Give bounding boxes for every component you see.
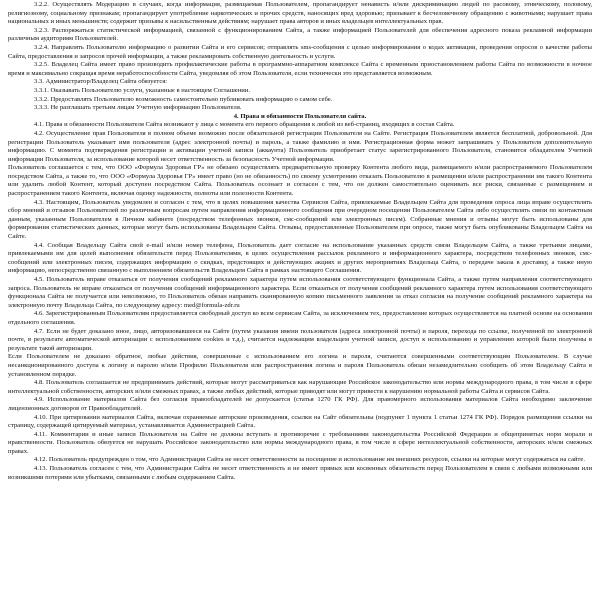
paragraph-4-4: 4.4. Сообщая Владельцу Сайта свой e-mail и/или номер телефона, Пользователь дает согласие на использование указанных средств связи Владельцем Сайта, а также третьими лицами, привлекаемыми им для целей выполнения обязательств перед Пользователями, в целях осуществления рассылок рекламного и информационного характера, посредством телефонных звонков, смс-сообщений или электронных писем, содержащих информацию о скидках, предстоящих и действующих акциях и других мероприятиях Владельца Сайта, о передаче заказа в доставку, а также иную информацию, непосредственно связанную с выполнением обязательств Владельцем Сайта в рамках настоящего Соглашения. <box>8 241 592 275</box>
paragraph-3-2-2: 3.2.2. Осуществлять Модерацию в случаях, когда информация, размещаемая Пользователем, пропагандирует ненависть и/или дискриминацию людей по расовому, этническому, половому, религиозному, социальному признакам; пропагандирует употребление наркотических и прочих средств, наносящих вред здоровью; призывает к бесчеловечному обращению с животными; нарушает права национальных и иных меньшинств; содержит призывы к насильственным действиям; нарушает права авторов и иных владельцев интеллектуальных прав. <box>8 1 592 26</box>
paragraph-4-6: 4.6. Зарегистрированным Пользователям предоставляется свободный доступ ко всем сервисам Сайта, за исключением тех, предоставление которых осуществляется на платной основе на основании отдельного соглашения. <box>8 310 592 326</box>
paragraph-3-3-3: 3.3.3. Не разглашать третьим лицам Учетную информацию Пользователя. <box>34 104 242 112</box>
paragraph-4-5: 4.5. Пользователь вправе отказаться от получения сообщений рекламного характера путем использования соответствующего функционала Сайта, а также путем направления соответствующего запроса. Пользователь не вправе отказаться от получения сообщений информационного характера. Если отказаться от получения сообщений рекламного характера путем использования соответствующего функционала Сайта не получается или невозможно, то Пользователь обязан направить сканированную копию письменного заявления за отказ согласия на получение сообщений рекламного характера на электронную почту Владельца Сайта, по следующему адресу: med@formula-zdr.ru <box>8 276 592 309</box>
paragraph-4-13: 4.13. Пользователь согласен с тем, что Администрация Сайта не несет ответственность и не имеет прямых или косвенных обязательств перед Пользователем в связи с любыми возможными или возникшими потерями или убытками, связанными с любым содержанием Сайта. <box>8 465 592 481</box>
paragraph-login-responsibility: Если Пользователем не доказано обратное, любые действия, совершенные с использованием его логина и пароля, считаются совершенными соответствующим Пользователем. В случае несанкционированного доступа к логину и паролю и/или Профилю Пользователя или распространения логина и пароля Пользователь обязан незамедлительно сообщить об этом Владельцу Сайта в установленном порядке. <box>8 353 592 378</box>
paragraph-3-3: 3.3. Администратор/Владелец Сайта обязуется: <box>34 78 168 86</box>
paragraph-3-2-5: 3.2.5. Владелец Сайта имеет право производить профилактические работы в программно-аппаратном комплексе Сайта с временным приостановлением работы Сайта по возможности в ночное время и максимально сокращая время неработоспособности Сайта, уведомляя об этом Пользователя, если технически это представляется возможным. <box>8 61 592 77</box>
paragraph-3-2-3: 3.2.3. Распоряжаться статистической информацией, связанной с функционированием Сайта, а также информацией Пользователей для обеспечения адресного показа рекламной информации различным аудиториям Пользователей. <box>8 26 592 43</box>
paragraph-4-9: 4.9. Использование материалов Сайта без согласия правообладателей не допускается (статья 1270 ГК РФ). Для правомерного использования материалов Сайта необходимо заключение лицензионных договоров от Правообладателей. <box>8 396 592 412</box>
paragraph-4-8: 4.8. Пользователь соглашается не предпринимать действий, которые могут рассматриваться как нарушающие Российское законодательство или нормы международного права, в том числе в сфере интеллектуальной собственности, авторских и/или смежных правах, а также любых действий, которые приводят или могут привести к нарушению нормальной работы Сайта и сервисов Сайта. <box>8 379 592 395</box>
paragraph-4-11: 4.11. Комментарии и иные записи Пользователя на Сайте не должны вступать в противоречие с требованиями законодательства Российской Федерации и общепринятых норм морали и нравственности. Пользователь обязуется не нарушать Российское законодательство или нормы международного права, в том числе в сфере интеллектуальной собственности, авторских и/или смежных правах. <box>8 430 592 455</box>
paragraph-4-3: 4.3. Настоящим, Пользователь уведомлен и согласен с тем, что в целях повышения качества Сервисов Сайта, привлекаемые Владельцем Сайта для проведения опроса лица вправе осуществлять сбор мнений и отзывов Пользователей по различным вопросам путем направления информационного сообщения при очередном посещении Пользователем Сайта либо осуществлять связи по контактным данным, указанным Пользователем в Личном кабинете (посредством телефонных звонков, смс-сообщений или электронных писем). Собранные мнения и отзывы могут быть использованы для формирования статистических данных, которые могут быть использованы Владельцем Сайта. Отзывы, предоставленные Пользователем при опросе, также могут быть опубликованы Владельцем Сайта на Сайте. <box>8 198 592 241</box>
paragraph-3-3-2: 3.3.2. Предоставлять Пользователю возможность самостоятельно публиковать информацию о самом себе. <box>34 95 333 103</box>
paragraph-4-2: 4.2. Осуществление прав Пользователя в полном объеме возможно после обязательной регистрации Пользователя на Сайте. Регистрация Пользователем является бесплатной, добровольной. Для регистрации Пользователь указывает имя пользователя (адрес электронной почты) и пароль, а также фамилию и имя. Регистрационная форма может запрашивать у Пользователя дополнительную информацию. С момента подтверждения регистрации и активации учетной записи (аккаунта) Пользователь приобретает статус зарегистрированного Пользователя, становится обладателем Учетной информации Пользователя, за использование которой несет ответственность за безопасность Учетной информации. <box>8 129 592 163</box>
section-heading-4: 4. Права и обязанности Пользователя сайта. <box>233 112 367 120</box>
paragraph-4-12: 4.12. Пользователь предупрежден о том, что Администрация Сайта не несет ответственности за посещение и использование им внешних ресурсов, ссылки на которые могут содержаться на сайте. <box>34 456 585 464</box>
paragraph-4-10: 4.10. При цитировании материалов Сайта, включая охраняемые авторские произведения, ссылки на Сайт обязательны (подпункт 1 пункта 1 статьи 1274 ГК РФ). Порядок размещения ссылки на страницу, содержащей цитируемый материал, устанавливается Администрацией Сайта. <box>8 413 592 430</box>
paragraph-content-consent: Пользователь соглашается с тем, что ООО «Формула Здоровья ГР» не обязано осуществлять предварительную проверку Контента любого вида, размещаемого и/или распространяемого Пользователем посредством Сайта, а также то, что ООО «Формула Здоровья ГР» имеет право (но не обязанность) по своему усмотрению отказать Пользователю в размещении и/или распространении им такого Контента или удалить любой Контент, который доступен посредством Сайта. Пользователь осознает и согласен с тем, что он должен самостоятельно оценивать все риски, связанные с размещением и распространением такого Контента, включая оценку надежности, полноты или полезности Контента. <box>8 164 592 198</box>
paragraph-4-1: 4.1. Права и обязанности Пользователя Сайта возникают у лица с момента его первого обращения к любой из веб-страниц, входящих в состав Сайта. <box>34 121 455 129</box>
paragraph-4-7: 4.7. Если не будет доказано иное, лицо, авторизовавшееся на Сайте (путем указания имени пользователя (адреса электронной почты) и пароля, перехода по ссылке, полученной по электронной почте, в результате автоматической авторизации с использованием cookies и т.д.), считается надлежащим владельцем учетной записи, доступ к использованию и управлению которой были получены в результате такой авторизации. <box>8 327 592 352</box>
paragraph-3-2-4: 3.2.4. Направлять Пользователю информацию о развитии Сайта и его сервисов; отправлять sms-сообщения с целью информирования о кодах активации, проведения опросов о качестве работы Сайта, предоставления и запросов прочей информации, а также рекламировать собственную деятельность и услуги. <box>8 43 592 60</box>
paragraph-3-3-1: 3.3.1. Оказывать Пользователю услуги, указанные в настоящем Соглашении. <box>34 86 250 94</box>
